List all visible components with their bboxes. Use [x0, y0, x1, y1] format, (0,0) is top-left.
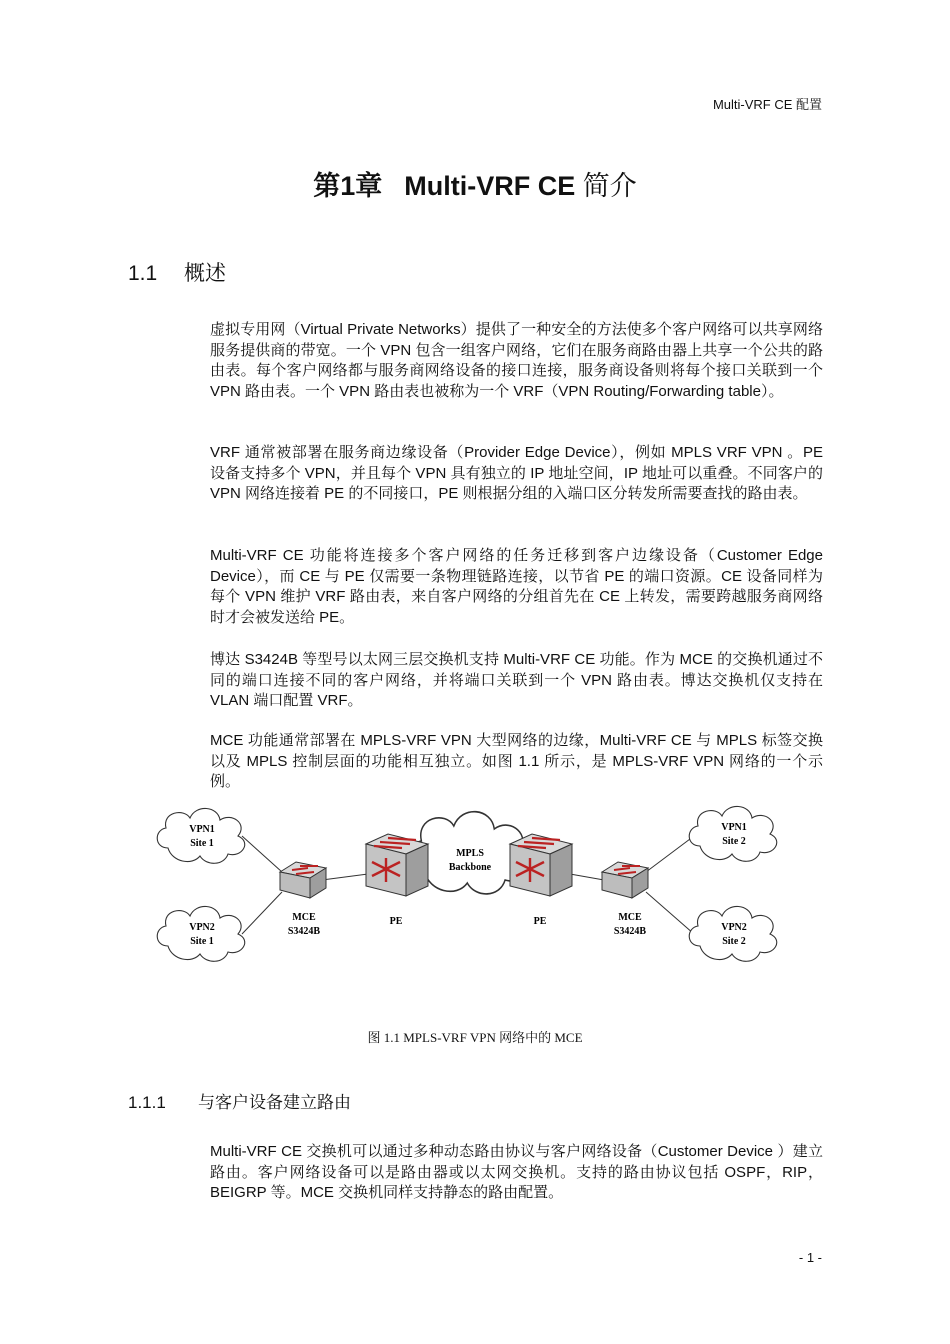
subsection-number: 1.1.1 [128, 1093, 166, 1112]
cloud-vpn1-site1 [157, 808, 245, 863]
section-number: 1.1 [128, 262, 158, 285]
figure-caption: 图 1.1 MPLS-VRF VPN 网络中的 MCE [367, 1030, 583, 1045]
mce-switch-left [280, 862, 326, 898]
subsection-heading [128, 1088, 351, 1113]
running-header: Multi-VRF CE 配置 [712, 97, 822, 112]
overview-body [210, 320, 823, 403]
mce-switch-right [602, 862, 648, 898]
overview-body [210, 731, 823, 793]
cloud-label: Site 1 [190, 838, 214, 849]
page-number: - 1 - [798, 1250, 822, 1265]
network-diagram [150, 800, 790, 980]
cloud-vpn2-site1 [157, 906, 245, 961]
link-line [646, 892, 694, 934]
section-title: 概述 [184, 262, 226, 285]
paragraph: Multi-VRF CE 交换机可以通过多种动态路由协议与客户网络设备（Customer Device ）建立路由。客户网络设备可以是路由器或以太网交换机。支持的路由协议包括 OSPF，RIP，BEIGRP 等。MCE 交换机同样支持静态的路由配置。 [210, 1143, 823, 1202]
link-line [646, 836, 694, 872]
cloud-label: VPN2 [189, 922, 215, 933]
paragraph: Multi-VRF CE 功能将连接多个客户网络的任务迁移到客户边缘设备（Customer Edge Device），而 CE 与 PE 仅需要一条物理链路连接，以节省 PE 的端口资源。CE 设备同样为每个 VPN 维护 VRF 路由表，来自客户网络的分组首先在 CE 上转发，需要跨越服务商网络时才会被发送给 PE。 [210, 547, 823, 627]
section-heading [128, 257, 226, 287]
overview-body [210, 443, 823, 505]
pe-router-right [510, 834, 572, 896]
overview-body [210, 546, 823, 629]
cloud-label: MPLS [456, 848, 484, 859]
cloud-vpn1-site2 [689, 806, 777, 861]
paragraph: MCE 功能通常部署在 MPLS-VRF VPN 大型网络的边缘，Multi-VRF CE 与 MPLS 标签交换以及 MPLS 控制层面的功能相互独立。如图 1.1 所示，是 MPLS-VRF VPN 网络的一个示例。 [210, 732, 823, 791]
pe-router-left [366, 834, 428, 896]
link-line [242, 836, 282, 872]
paragraph: 博达 S3424B 等型号以太网三层交换机支持 Multi-VRF CE 功能。作为 MCE 的交换机通过不同的端口连接不同的客户网络，并将端口关联到一个 VPN 路由表。博达交换机仅支持在 VLAN 端口配置 VRF。 [210, 651, 823, 710]
cloud-label: VPN1 [721, 822, 747, 833]
device-label: PE [533, 916, 547, 927]
subsection-title: 与客户设备建立路由 [198, 1093, 351, 1112]
device-label: S3424B [287, 926, 321, 937]
cloud-label: VPN2 [721, 922, 747, 933]
cloud-label: Backbone [448, 862, 492, 873]
device-label: S3424B [613, 926, 647, 937]
routing-body [210, 1142, 823, 1204]
chapter-title [0, 164, 950, 203]
cloud-label: Site 2 [722, 936, 746, 947]
paragraph: VRF 通常被部署在服务商边缘设备（Provider Edge Device），例如 MPLS VRF VPN 。PE 设备支持多个 VPN，并且每个 VPN 具有独立的 IP 地址空间，IP 地址可以重叠。不同客户的 VPN 网络连接着 PE 的不同接口，PE 则根据分组的入端口区分转发所需要查找的路由表。 [210, 444, 823, 503]
link-line [570, 874, 604, 880]
device-label: MCE [618, 912, 642, 923]
cloud-label: Site 2 [722, 836, 746, 847]
overview-body [210, 650, 823, 712]
device-label: MCE [292, 912, 316, 923]
cloud-label: VPN1 [189, 824, 215, 835]
link-line [242, 892, 282, 934]
cloud-vpn2-site2 [689, 906, 777, 961]
paragraph: 虚拟专用网（Virtual Private Networks）提供了一种安全的方法使多个客户网络可以共享网络服务提供商的带宽。一个 VPN 包含一组客户网络，它们在服务商路由器上共享一个公共的路由表。每个客户网络都与服务商网络设备的接口连接，服务商设备则将每个接口关联到一个 VPN 路由表。一个 VPN 路由表也被称为一个 VRF（VPN Routing/Forwarding table）。 [210, 321, 823, 401]
cloud-label: Site 1 [190, 936, 214, 947]
link-line [322, 874, 368, 880]
chapter-name-cn: 简介 [582, 171, 637, 201]
chapter-name: Multi-VRF CE [404, 171, 576, 201]
device-label: PE [389, 916, 403, 927]
chapter-number: 第1章 [313, 171, 383, 201]
